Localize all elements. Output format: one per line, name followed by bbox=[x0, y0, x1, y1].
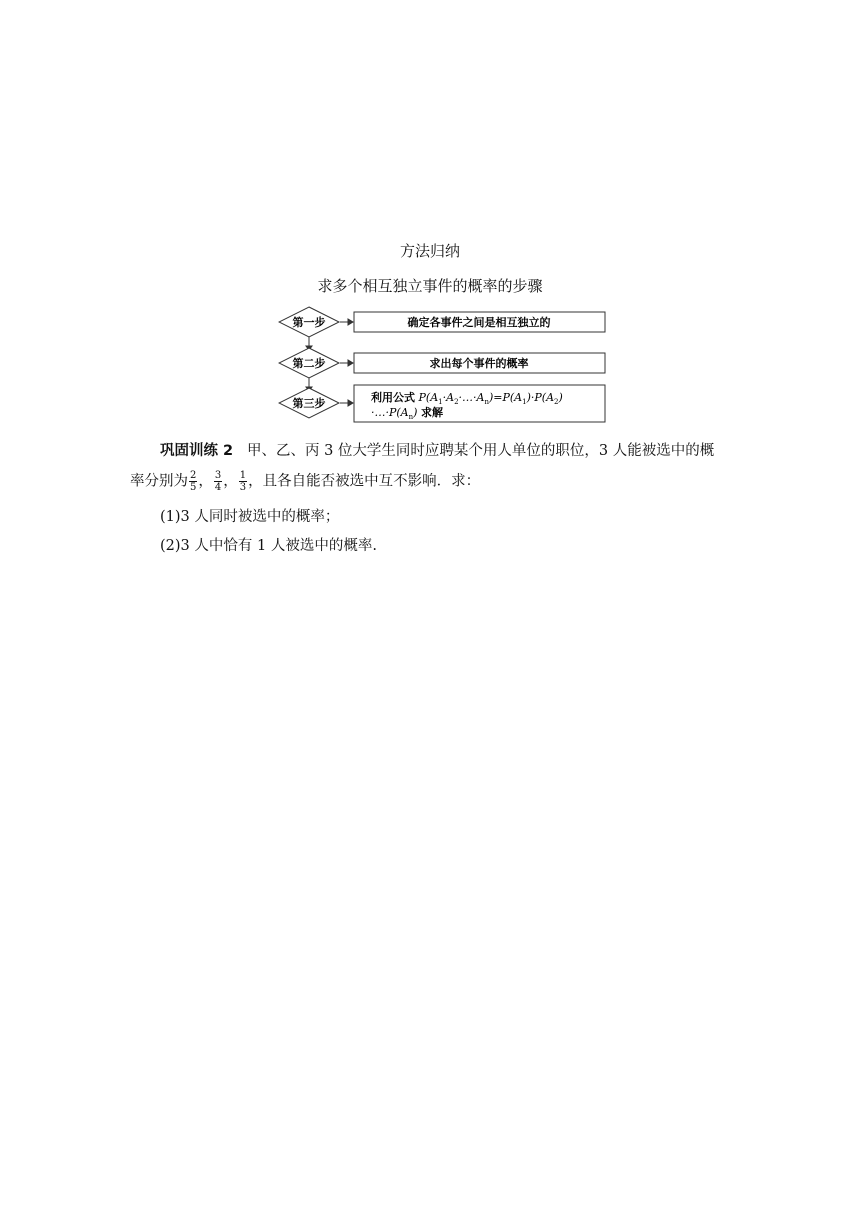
fraction-1: $\frac{2}{5}$ bbox=[190, 470, 197, 493]
exercise-line-1 bbox=[130, 440, 740, 462]
step-2-label: 第二步 bbox=[292, 357, 326, 370]
step-1-text: 确定各事件之间是相互独立的 bbox=[407, 316, 551, 329]
step-3 bbox=[279, 385, 605, 422]
question-1: (1)3 人同时被选中的概率； bbox=[160, 509, 340, 525]
exercise-text-prefix: 率分别为 bbox=[130, 473, 188, 490]
steps-flowchart bbox=[278, 303, 610, 427]
section-subheading: 求多个相互独立事件的概率的步骤 bbox=[317, 277, 543, 295]
exercise-text: 甲、乙、丙 3 位大学生同时应聘某个用人单位的职位，3 人能被选中的概 bbox=[246, 443, 715, 459]
exercise-line-2: 率分别为 $\frac{2}{5}$ ， $\frac{3}{4}$ ， $\frac{1}{3}$ ，且各自能否被选中互不影响．求： bbox=[130, 470, 481, 493]
step-3-text-line1: 利用公式 $P(A_1\cdot A_2\cdot\dots\cdot A_n)=P(A_1)\cdot P(A_2)$ bbox=[371, 391, 563, 406]
exercise-text-suffix: ，且各自能否被选中互不影响．求： bbox=[248, 473, 481, 490]
section-heading: 方法归纳 bbox=[399, 242, 460, 260]
step-1 bbox=[279, 307, 605, 337]
step-2 bbox=[279, 348, 605, 378]
step-2-text: 求出每个事件的概率 bbox=[429, 357, 529, 370]
fraction-2: $\frac{3}{4}$ bbox=[214, 470, 222, 493]
step-1-label: 第一步 bbox=[292, 316, 326, 329]
fraction-3: $\frac{1}{3}$ bbox=[239, 470, 247, 493]
step-3-label: 第三步 bbox=[292, 397, 326, 410]
question-2: (2)3 人中恰有 1 人被选中的概率. bbox=[160, 538, 377, 554]
exercise-label: 巩固训练 2 bbox=[160, 443, 234, 459]
step-3-text-line2: $\cdot\dots\cdot P(A_n)$ 求解 bbox=[371, 406, 443, 421]
